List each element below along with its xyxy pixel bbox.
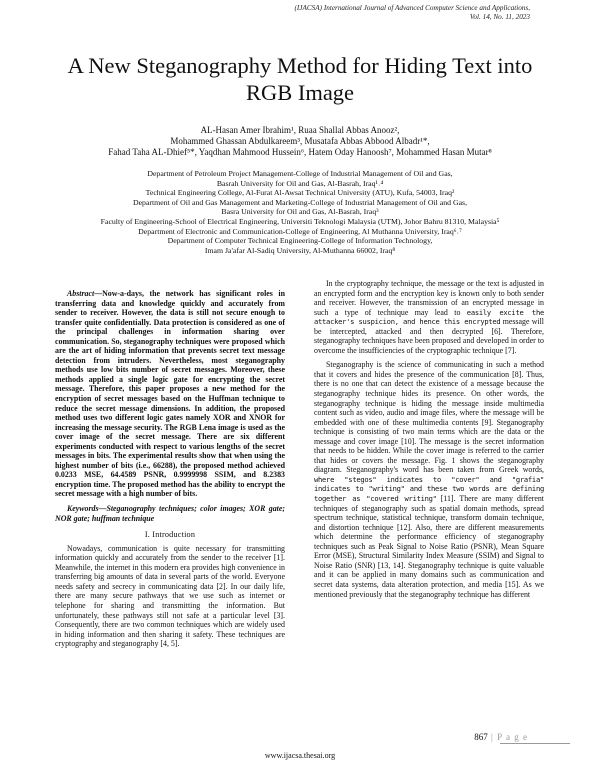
paragraph-text-mono: where "stegos" indicates to "cover" and "grafia" indicates to "writing" and these two words are defining together as "covered writing": [314, 474, 544, 504]
page-label: | P a g e: [487, 732, 528, 742]
paragraph-text: [11]. There are many different techniques of steganography such as spatial domain methods, spread spectrum technique, statistical technique, transform domain technique, and distortion technique [12]. Also, there are different measurements which determine the performance efficiency of steganography techniques such as Peak Signal to Noise Ratio (PSNR), Mean Square Error (MSE), Structural Similarity Index Measure (SSIM) and Signal to Noise Ratio (SNR) [13, 14]. Steganography technique is quite valuable and it can be applied in many domains such as communication and secret data systems, data alteration protection, and media [15]. As we mentioned previously that the steganography technique has different: [314, 494, 544, 599]
abstract-text: —Now-a-days, the network has significant roles in transferring data and knowledge quickly and accurately from sender to receiver. However, the data is still not secure enough to transfer quite confidentially. Data protection is considered as one of the principal challenges in information sharing over communication. So, steganography techniques were proposed which are the art of hiding information that prevents secret text message detection from intruders. Nevertheless, most steganography methods use low bits number of secret messages. Moreover, these methods applied a single logic gate for encrypting the secret message. Therefore, this paper proposes a new method for the encryption of secret messages based on the Huffman technique to reduce the secret message dimensions. In addition, the proposed method uses two different logic gates namely XOR and XNOR for increasing the message security. The RGB Lena image is used as the cover image of the secret message. There are six different experiments conducted with respect to various lengths of the secret messages in bits. The experimental results show that when using the highest number of bits (i.e., 66288), the proposed method achieved 0.0233 MSE, 64.4589 PSNR, 0.9999998 SSIM, and 8.2383 encryption time. The proposed method has the ability to encrypt the secret message with a high number of bits.: [55, 289, 285, 499]
author-line: Mohammed Ghassan Abdulkareem³, Musatafa Abbas Abbood Albadr¹*,: [170, 136, 430, 147]
intro-paragraph: Nowadays, communication is quite necessary for transmitting information quickly and accurately from the sender to the receiver [1]. Meanwhile, the internet in this modern era provides high convenience in transferring big amounts of data in several parts of the world. Everyone needs safety and secrecy in communicating data [2]. In our daily life, there are many secure pathways that we use such as internet or telephone for sharing and transmitting the information. But unfortunately, these pathways still not safe at a particular level [3]. Consequently, there are two common techniques which are widely used in hiding information and then sharing it safety. These techniques are cryptography and steganography [4, 5].: [55, 543, 285, 649]
affiliation-list: [40, 169, 560, 255]
page-number: [474, 732, 528, 742]
section-heading-introduction: I. Introduction: [144, 530, 196, 540]
journal-volume: Vol. 14, No. 11, 2023: [469, 13, 530, 21]
left-column: [55, 289, 285, 649]
abstract: [55, 289, 285, 499]
steganography-paragraph: [314, 360, 544, 599]
keywords: Keywords—Steganography techniques; color images; XOR gate; NOR gate; huffman technique: [55, 504, 285, 523]
paragraph-text: message will be intercepted, attacked and then decrypted [6]. Therefore, steganography techniques have been proposed and developed in order to overcome the insufficiencies of the cryptographic technique [7].: [314, 317, 544, 355]
page-number-value: 867: [474, 732, 488, 742]
affiliation-line: Department of Oil and Gas Management and Marketing-College of Industrial Management of Oil and Gas,: [132, 197, 468, 207]
affiliation-line: Basra University for Oil and Gas, Al-Basrah, Iraq³: [221, 207, 379, 217]
author-line: Fahad Taha AL-Dhief⁵*, Yaqdhan Mahmood Hussein⁶, Hatem Oday Hanoosh⁷, Mohammed Hasan Mutar⁸: [108, 147, 492, 158]
paragraph-text: Steganography is the science of communicating in such a method that it covers and hides the presence of the communication [8]. Thus, there is no one that can detect the existence of a message because the steganography technique hides its presence. On other words, the steganography technique is hiding the message inside multimedia content such as video, audio and image files, where the message will be embedded with one of these multimedia contents [9]. Steganography technique is consisting of two main terms which are the data or the message and cover image [10]. The message is the secret information that needs to be hidden. While the cover image is referred to the carrier that hides or covers the message. Fig. 1 shows the steganography diagram. Steganography's word has been taken from Greek words,: [314, 360, 544, 475]
cryptography-paragraph: [314, 279, 544, 355]
right-column: [314, 279, 544, 599]
paper-title: [40, 52, 560, 106]
affiliation-line: Technical Engineering College, Al-Furat Al-Awsat Technical University (ATU), Kufa, 54003, Iraq²: [145, 188, 455, 198]
journal-url: www.ijacsa.thesai.org: [264, 751, 336, 760]
abstract-lead: Abstract: [67, 289, 95, 298]
affiliation-line: Faculty of Engineering-School of Electrical Engineering, Universiti Teknologi Malaysia (UTM), Johor Bahru 81310, Malaysia⁵: [100, 216, 500, 226]
author-line: AL-Hasan Amer Ibrahim¹, Ruaa Shallal Abbas Anooz²,: [200, 125, 400, 135]
footer-divider: [500, 743, 570, 744]
affiliation-line: Department of Computer Technical Engineering-College of Information Technology,: [167, 236, 433, 246]
author-list: [40, 125, 560, 159]
title-line-2: RGB Image: [245, 80, 355, 105]
journal-name: (IJACSA) International Journal of Advanced Computer Science and Applications,: [294, 4, 530, 12]
paragraph-text-mono: easily excite the attacker's suspicion, and hence this encrypted: [314, 307, 544, 327]
affiliation-line: Department of Petroleum Project Management-College of Industrial Management of Oil and Gas,: [147, 169, 453, 178]
affiliation-line: Basrah University for Oil and Gas, Al-Basrah, Iraq¹˒⁴: [216, 178, 384, 188]
paragraph-text: In the cryptography technique, the message or the text is adjusted in an encrypted form and the encryption key is known only to both sender and receiver. However, the transmission of an encrypted message in such a type of technique may lead to: [314, 279, 544, 317]
journal-header: [0, 4, 600, 22]
affiliation-line: Department of Electronic and Communication-College of Engineering, Al Muthanna University, Iraq⁶˒⁷: [138, 226, 462, 236]
affiliation-line: Imam Ja'afar Al-Sadiq University, Al-Muthanna 66002, Iraq⁸: [204, 245, 396, 255]
title-line-1: A New Steganography Method for Hiding Text into: [67, 53, 533, 78]
